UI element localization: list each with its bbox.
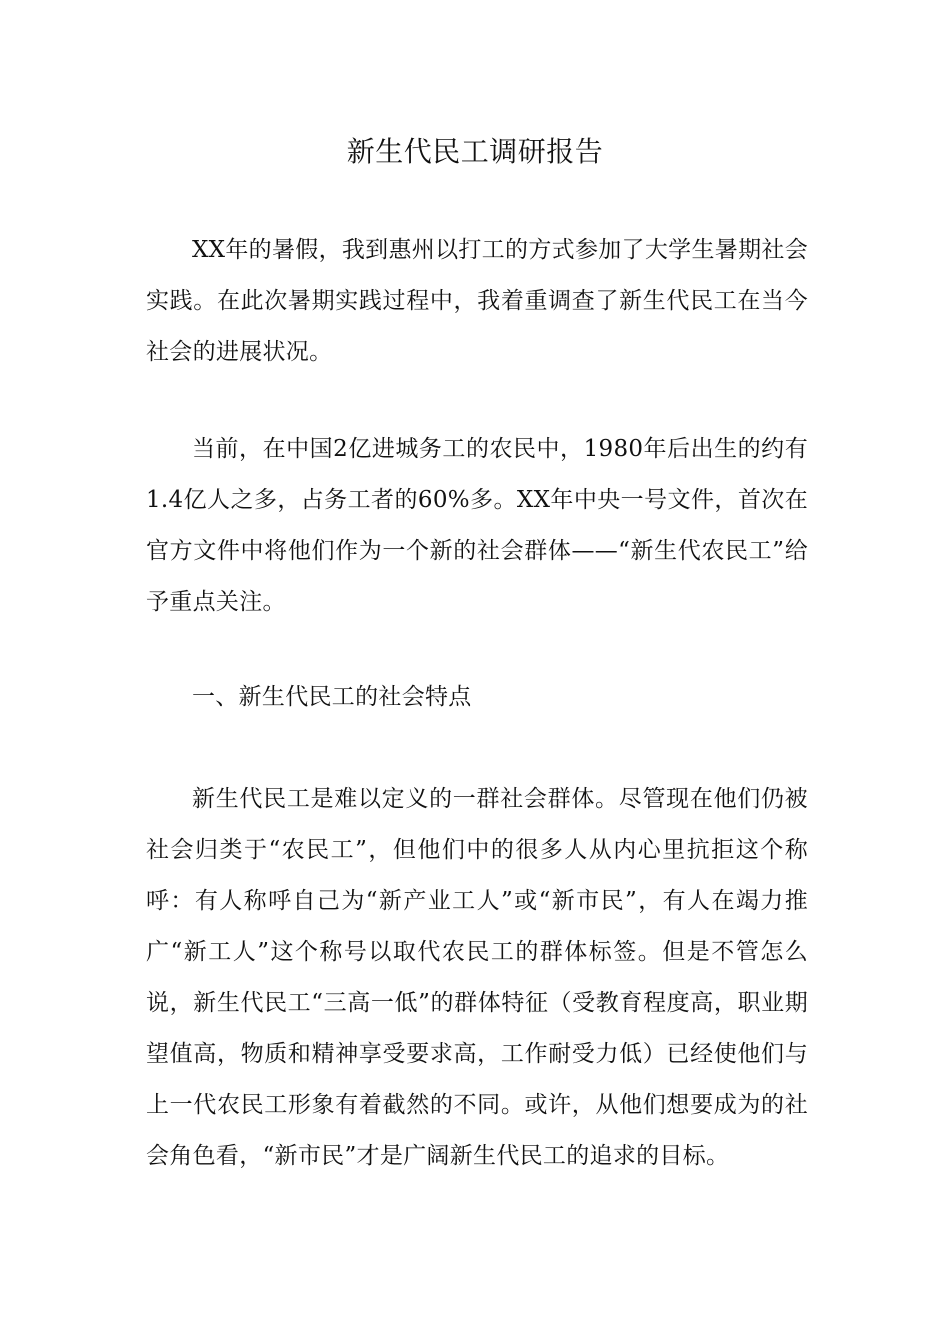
intro-paragraph: XX年的暑假，我到惠州以打工的方式参加了大学生暑期社会实践。在此次暑期实践过程中，我着重调查了新生代民工在当今社会的进展状况。 bbox=[146, 237, 808, 365]
document-title: 新生代民工调研报告 bbox=[346, 135, 604, 168]
section-heading: 一、新生代民工的社会特点 bbox=[192, 684, 472, 710]
section-paragraph: 新生代民工是难以定义的一群社会群体。尽管现在他们仍被社会归类于“农民工”，但他们中的很多人从内心里抗拒这个称呼：有人称呼自己为“新产业工人”或“新市民”，有人在竭力推广“新工人”这个称号以取代农民工的群体标签。但是不管怎么说，新生代民工“三高一低”的群体特征（受教育程度高，职业期望值高，物质和精神享受要求高，工作耐受力低）已经使他们与上一代农民工形象有着截然的不同。或许，从他们想要成为的社会角色看，“新市民”才是广阔新生代民工的追求的目标。 bbox=[146, 786, 808, 1169]
background-paragraph: 当前，在中国2亿进城务工的农民中，1980年后出生的约有1.4亿人之多，占务工者的60%多。XX年中央一号文件，首次在官方文件中将他们作为一个新的社会群体——“新生代农民工”给予重点关注。 bbox=[146, 436, 808, 615]
